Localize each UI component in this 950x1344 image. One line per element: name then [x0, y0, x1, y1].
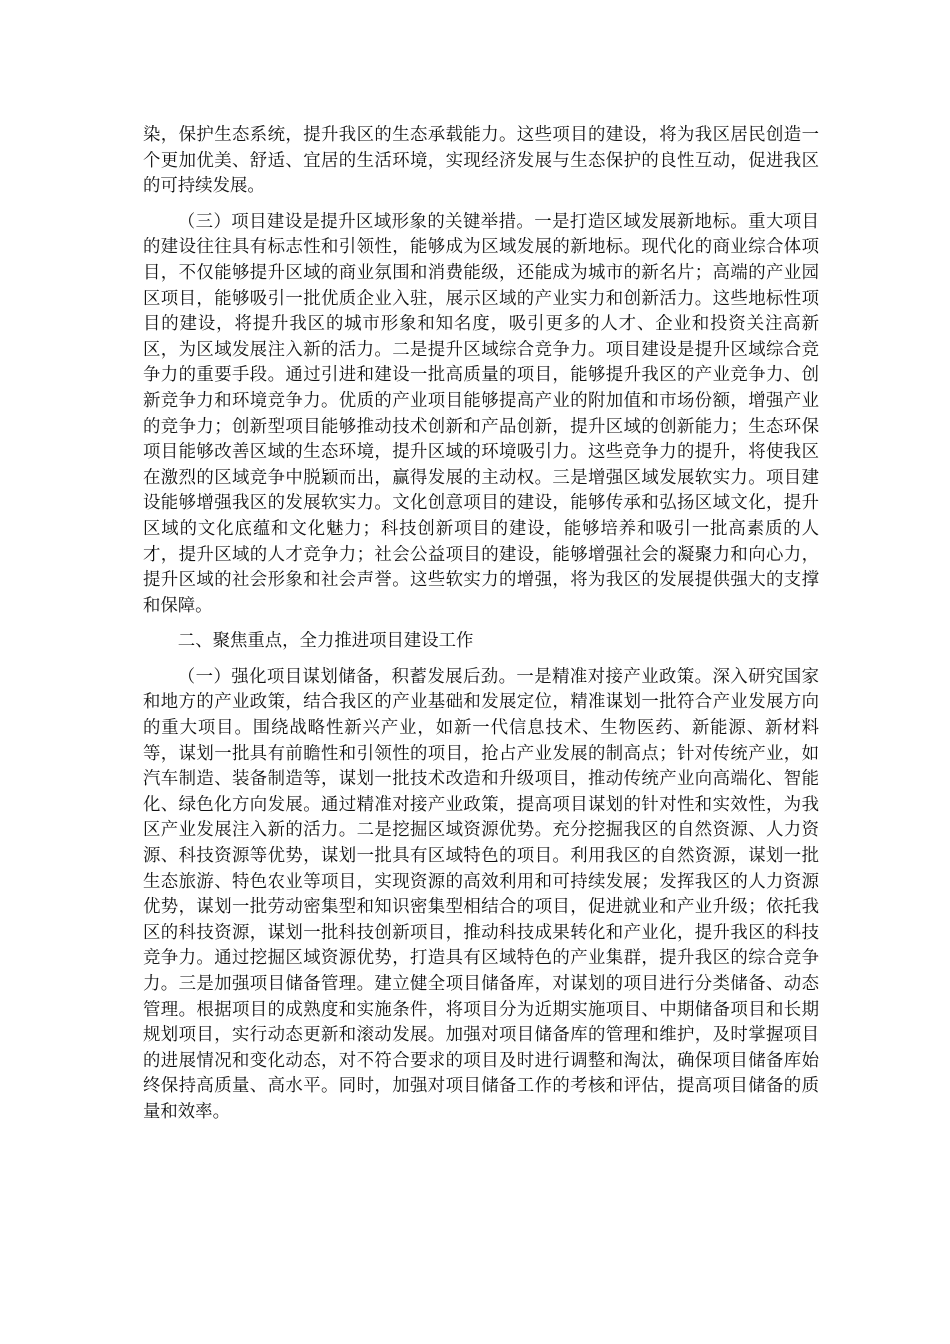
paragraph-regional-image: （三）项目建设是提升区域形象的关键举措。一是打造区域发展新地标。重大项目的建设往往具有标志性和引领性，能够成为区域发展的新地标。现代化的商业综合体项目，不仅能够提升区域的商业氛围和消费能级，还能成为城市的新名片；高端的产业园区项目，能够吸引一批优质企业入驻，展示区域的产业实力和创新活力。这些地标性项目的建设，将提升我区的城市形象和知名度，吸引更多的人才、企业和投资关注高新区，为区域发展注入新的活力。二是提升区域综合竞争力。项目建设是提升区域综合竞争力的重要手段。通过引进和建设一批高质量的项目，能够提升我区的产业竞争力、创新竞争力和环境竞争力。优质的产业项目能够提高产业的附加值和市场份额，增强产业的竞争力；创新型项目能够推动技术创新和产品创新，提升区域的创新能力；生态环保项目能够改善区域的生态环境，提升区域的环境吸引力。这些竞争力的提升，将使我区在激烈的区域竞争中脱颖而出，赢得发展的主动权。三是增强区域发展软实力。项目建设能够增强我区的发展软实力。文化创意项目的建设，能够传承和弘扬区域文化，提升区域的文化底蕴和文化魅力；科技创新项目的建设，能够培养和吸引一批高素质的人才，提升区域的人才竞争力；社会公益项目的建设，能够增强社会的凝聚力和向心力，提升区域的社会形象和社会声誉。这些软实力的增强，将为我区的发展提供强大的支撑和保障。 [143, 211, 819, 616]
paragraph-ecology-continued: 染，保护生态系统，提升我区的生态承载能力。这些项目的建设，将为我区居民创造一个更加优美、舒适、宜居的生活环境，实现经济发展与生态保护的良性互动，促进我区的可持续发展。 [143, 125, 819, 197]
section-heading-two: 二、聚焦重点，全力推进项目建设工作 [177, 631, 474, 652]
document-body [143, 123, 819, 1126]
paragraph-project-planning: （一）强化项目谋划储备，积蓄发展后劲。一是精准对接产业政策。深入研究国家和地方的产业政策，结合我区的产业基础和发展定位，精准谋划一批符合产业发展方向的重大项目。围绕战略性新兴产业，如新一代信息技术、生物医药、新能源、新材料等，谋划一批具有前瞻性和引领性的项目，抢占产业发展的制高点；针对传统产业，如汽车制造、装备制造等，谋划一批技术改造和升级项目，推动传统产业向高端化、智能化、绿色化方向发展。通过精准对接产业政策，提高项目谋划的针对性和实效性，为我区产业发展注入新的活力。二是挖掘区域资源优势。充分挖掘我区的自然资源、人力资源、科技资源等优势，谋划一批具有区域特色的项目。利用我区的自然资源，谋划一批生态旅游、特色农业等项目，实现资源的高效利用和可持续发展；发挥我区的人力资源优势，谋划一批劳动密集型和知识密集型相结合的项目，促进就业和产业升级；依托我区的科技资源，谋划一批科技创新项目，推动科技成果转化和产业化，提升我区的科技竞争力。通过挖掘区域资源优势，打造具有区域特色的产业集群，提升我区的综合竞争力。三是加强项目储备管理。建立健全项目储备库，对谋划的项目进行分类储备、动态管理。根据项目的成熟度和实施条件，将项目分为近期实施项目、中期储备项目和长期规划项目，实行动态更新和滚动发展。加强对项目储备库的管理和维护，及时掌握项目的进展情况和变化动态，对不符合要求的项目及时进行调整和淘汰，确保项目储备库始终保持高质量、高水平。同时，加强对项目储备工作的考核和评估，提高项目储备的质量和效率。 [143, 666, 819, 1122]
